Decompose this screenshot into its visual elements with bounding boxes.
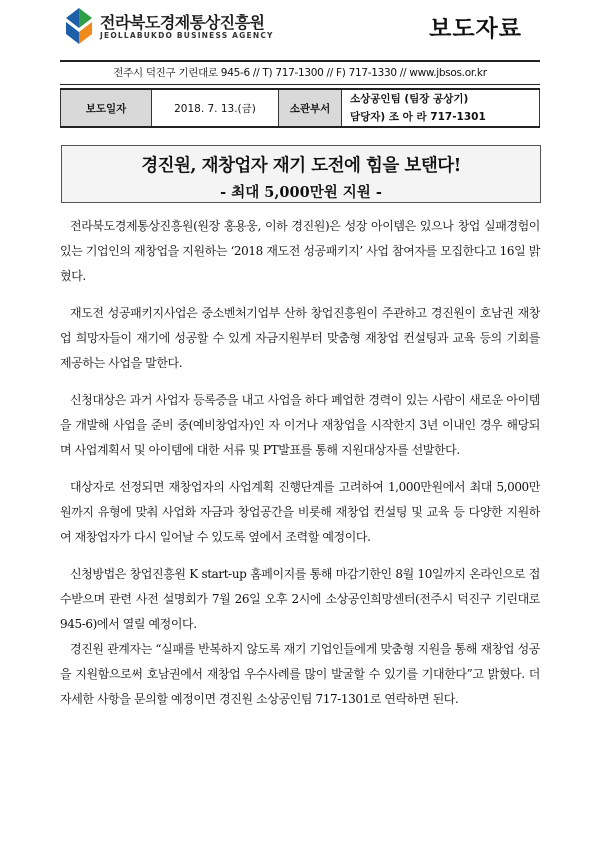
article-body	[60, 214, 540, 712]
contact-bar: 전주시 덕진구 기린대로 945-6 // T) 717-1300 // F) 717-1330 // www.jbsos.or.kr	[60, 60, 540, 85]
dept-team: 소상공인팀 (팀장 공상기)	[350, 93, 469, 105]
headline-box	[61, 145, 541, 203]
logo	[62, 4, 282, 48]
date-label: 보도일자	[61, 89, 152, 127]
agency-logo-icon	[62, 6, 96, 46]
headline-title: 경진원, 재창업자 재기 도전에 힘을 보탠다!	[141, 156, 461, 176]
paragraph-6: 경진원 관계자는 “실패를 반복하지 않도록 재기 기업인들에게 맞춤형 지원을 통해 재창업 성공을 지원함으로써 호남권에서 재창업 우수사례를 많이 발굴할 수 있기를 기대한다”고 밝혔다. 더 자세한 사항을 문의할 예정이면 경진원 소상공인팀 717-1301로 연락하면 된다.	[60, 642, 540, 706]
dept-value	[342, 89, 540, 127]
org-name: 전라북도경제통상진흥원	[100, 13, 265, 32]
dept-contact: 담당자) 조 아 라 717-1301	[350, 111, 486, 123]
paragraph-3: 신청대상은 과거 사업자 등록증을 내고 사업을 하다 폐업한 경력이 있는 사람이 새로운 아이템을 개발해 사업을 준비 중(예비창업자)인 자 이거나 재창업을 시작한지 3년 이내인 경우 해당되며 사업계획서 및 아이템에 대한 서류 및 PT발표를 통해 지원대상자를 선발한다.	[60, 393, 540, 457]
paragraph-4: 대상자로 선정되면 재창업자의 사업계획 진행단계를 고려하여 1,000만원에서 최대 5,000만원까지 유형에 맞춰 사업화 자금과 창업공간을 비롯해 재창업 컨설팅 및 교육 등 다양한 지원하여 재창업자가 다시 일어날 수 있도록 옆에서 조력할 예정이다.	[60, 480, 540, 544]
doc-type-title: 보도자료	[429, 16, 522, 42]
paragraph-1: 전라북도경제통상진흥원(원장 홍용웅, 이하 경진원)은 성장 아이템은 있으나 창업 실패경험이 있는 기업인의 재창업을 지원하는 ‘2018 재도전 성공패키지’ 사업 참여자를 모집한다고 16일 밝혔다.	[60, 219, 540, 283]
dept-label: 소관부서	[279, 89, 342, 127]
date-value: 2018. 7. 13.(금)	[152, 89, 279, 127]
info-table	[60, 88, 540, 128]
org-name-en: JEOLLABUKDO BUSINESS AGENCY	[100, 31, 274, 40]
paragraph-2: 재도전 성공패키지사업은 중소벤처기업부 산하 창업진흥원이 주관하고 경진원이 호남권 재창업 희망자들이 재기에 성공할 수 있게 자금지원부터 맞춤형 재창업 컨설팅과 교육 등의 기회를 제공하는 사업을 말한다.	[60, 306, 540, 370]
headline-subtitle: - 최대 5,000만원 지원 -	[220, 184, 382, 201]
paragraph-5: 신청방법은 창업진흥원 K start-up 홈페이지를 통해 마감기한인 8월 10일까지 온라인으로 접수받으며 관련 사전 설명회가 7월 26일 오후 2시에 소상공인희망센터(전주시 덕진구 기린대로 945-6)에서 열릴 예정이다.	[60, 567, 540, 631]
